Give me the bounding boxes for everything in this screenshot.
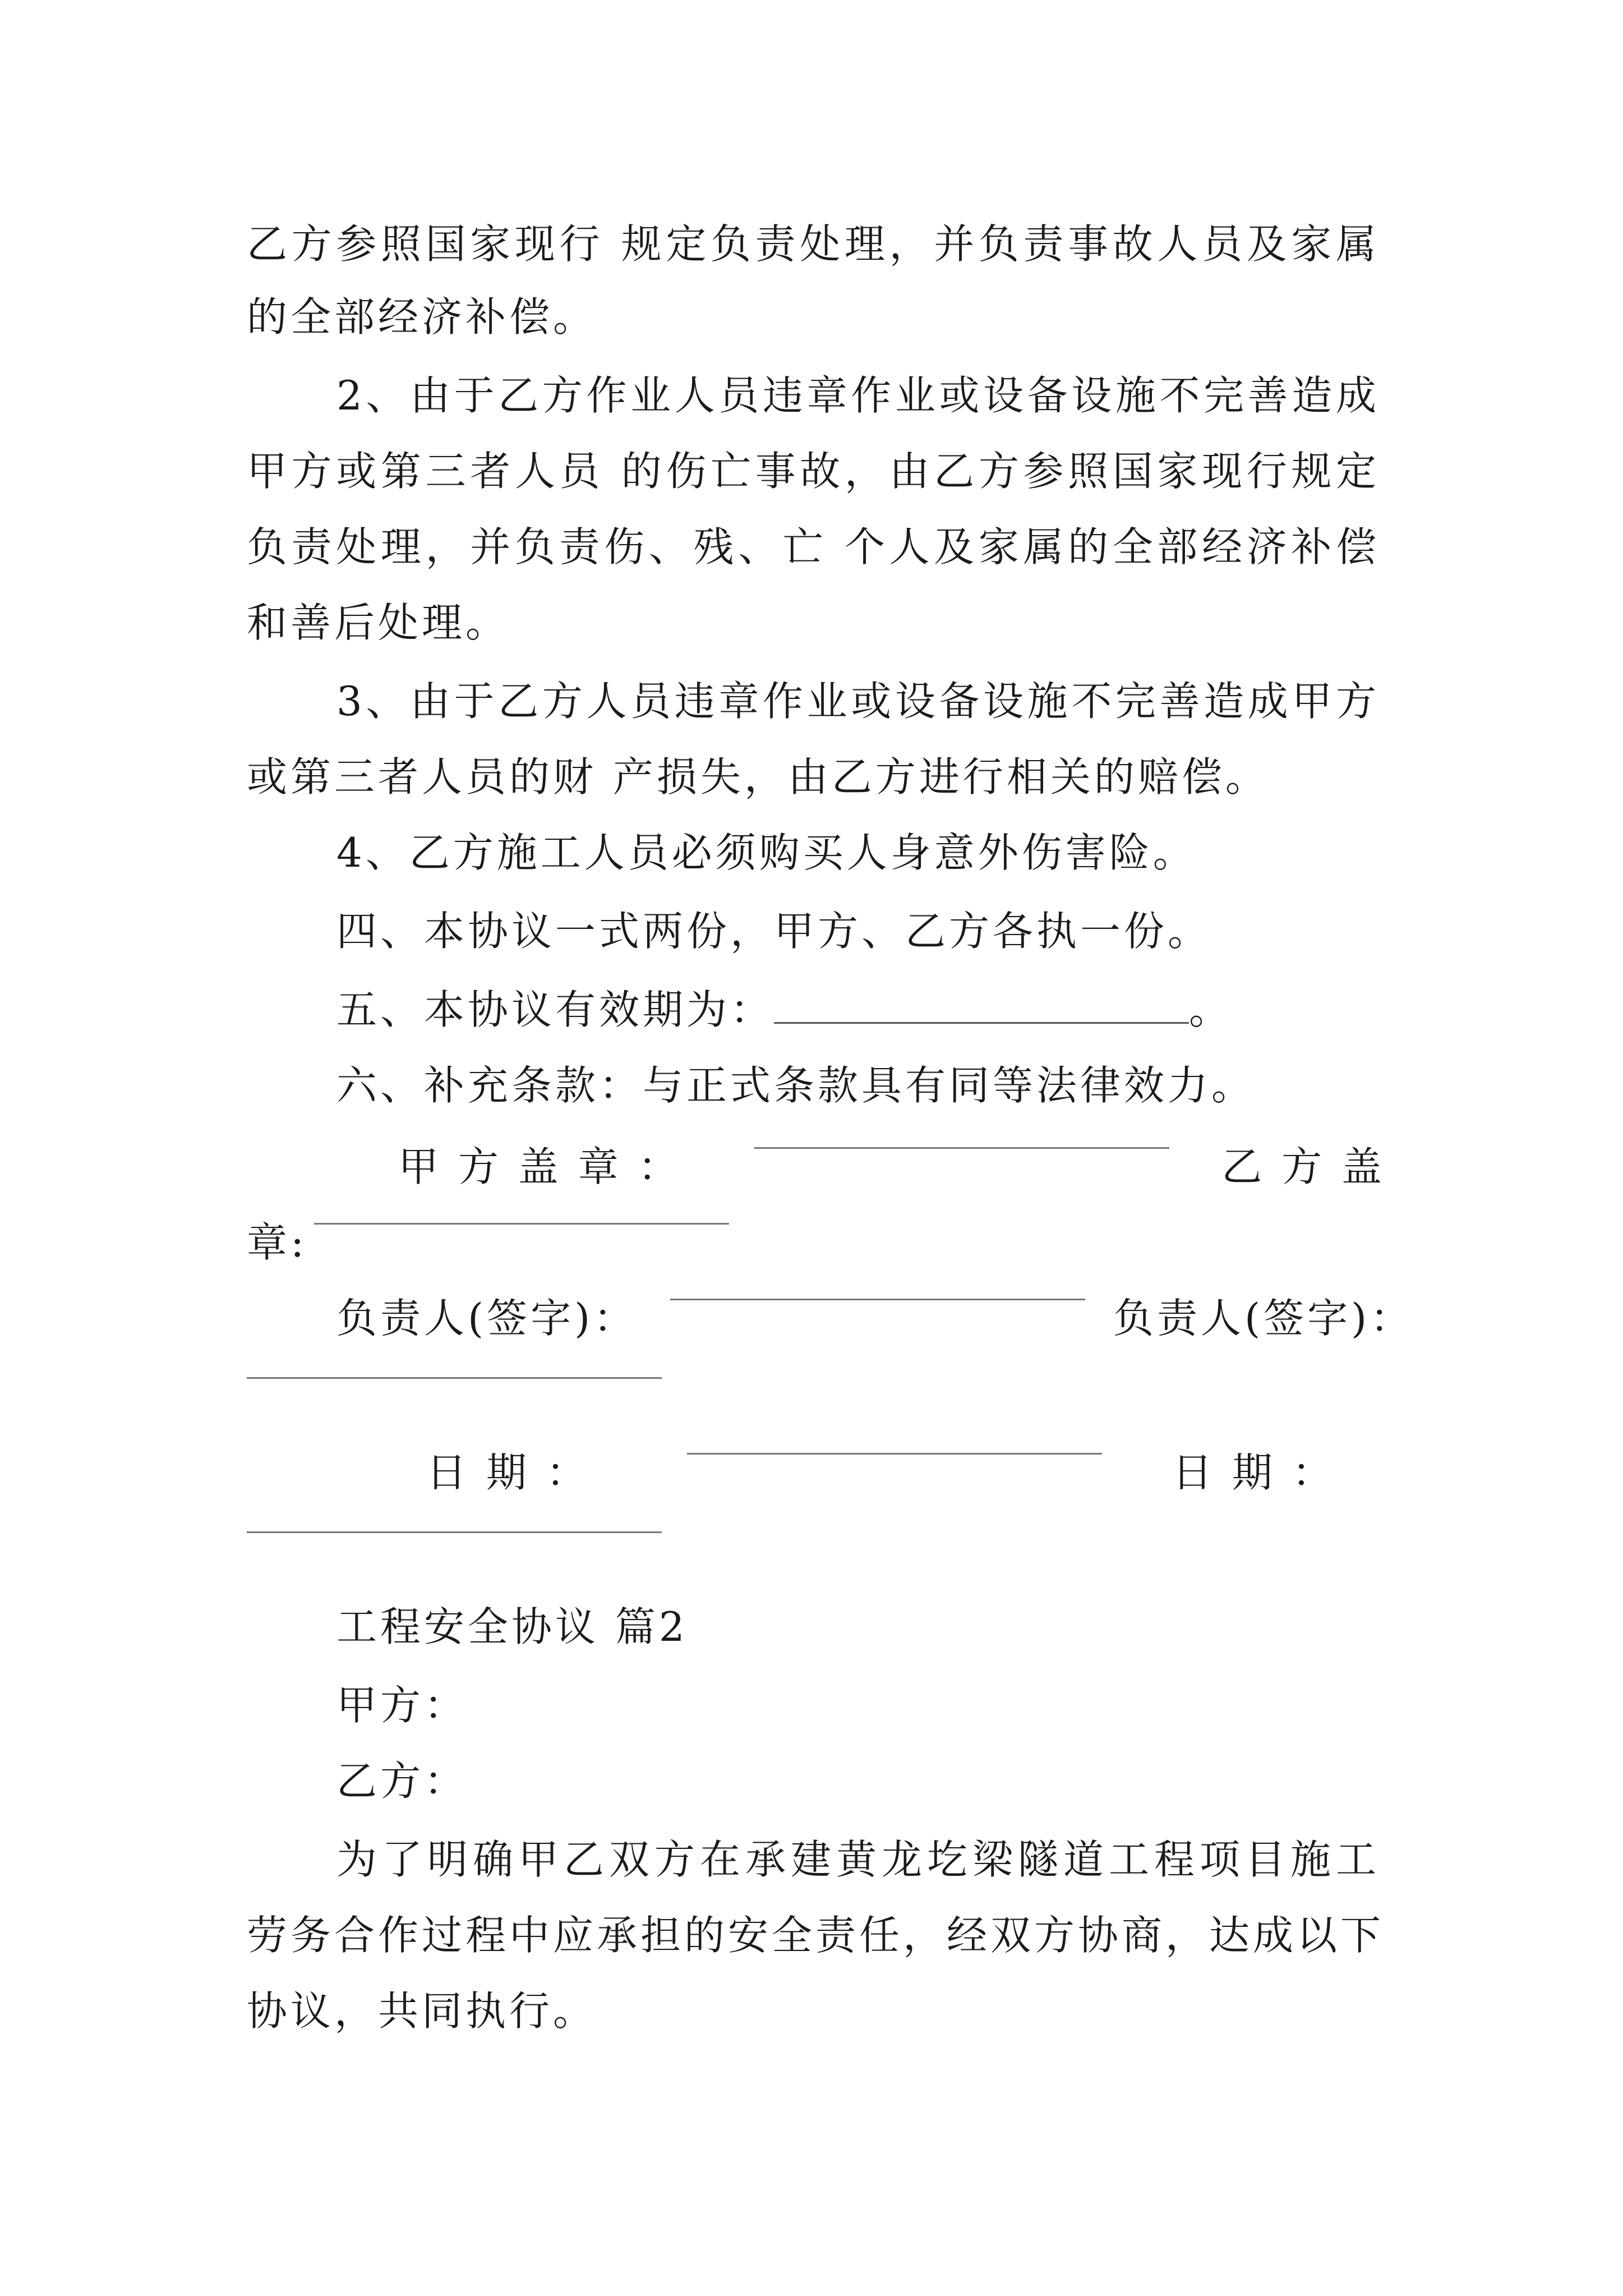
clause-4: 4、乙方施工人员必须购买人身意外伤害险。	[336, 829, 1197, 876]
validity-suffix: 。	[1189, 986, 1233, 1033]
validity-label: 五、本协议有效期为：	[336, 986, 774, 1033]
sign-a-label: 负责人(签字)：	[336, 1295, 638, 1342]
date-b-label: 日 期 ：	[1172, 1449, 1336, 1496]
text-line: 或第三者人员的财 产损失，由乙方进行相关的赔偿。	[247, 753, 1269, 800]
validity-blank	[774, 983, 1189, 1024]
seal-b-label: 乙 方 盖	[1221, 1143, 1385, 1190]
text-line: 的全部经济补偿。	[247, 293, 597, 341]
section-5	[336, 982, 1380, 1038]
seal-b-blank	[314, 1223, 729, 1225]
date-a-label: 日 期 ：	[426, 1449, 590, 1496]
seal-a-label: 甲 方 盖 章 ：	[398, 1143, 682, 1190]
clause-3: 3、由于乙方人员违章作业或设备设施不完善造成甲方	[336, 678, 1380, 725]
seal-a-blank	[754, 1147, 1169, 1149]
text-line: 甲方或第三者人员 的伤亡事故，由乙方参照国家现行规定	[247, 448, 1380, 495]
party-b: 乙方：	[336, 1757, 468, 1805]
sign-b-label: 负责人(签字)：	[1113, 1295, 1414, 1342]
text-line: 和善后处理。	[247, 599, 510, 646]
text-line: 劳务合作过程中应承担的安全责任，经双方协商，达成以下	[247, 1912, 1385, 1959]
text-line: 负责处理，并负责伤、残、亡 个人及家属的全部经济补偿	[247, 523, 1380, 570]
party-a: 甲方：	[336, 1682, 468, 1729]
clause-2: 2、由于乙方作业人员违章作业或设备设施不完善造成	[336, 372, 1380, 419]
document-heading: 工程安全协议 篇2	[336, 1603, 688, 1650]
section-4: 四、本协议一式两份，甲方、乙方各执一份。	[336, 908, 1212, 955]
sign-b-blank	[247, 1377, 662, 1379]
text-line: 协议，共同执行。	[247, 1987, 597, 2035]
sign-a-blank	[670, 1299, 1085, 1300]
text-line: 乙方参照国家现行 规定负责处理，并负责事故人员及家属	[247, 220, 1380, 268]
date-a-blank	[687, 1453, 1102, 1455]
intro-paragraph: 为了明确甲乙双方在承建黄龙圪梁隧道工程项目施工	[336, 1836, 1380, 1883]
section-6: 六、补充条款：与正式条款具有同等法律效力。	[336, 1062, 1256, 1109]
seal-b-label-cont: 章:	[247, 1219, 308, 1266]
date-b-blank	[247, 1531, 662, 1533]
